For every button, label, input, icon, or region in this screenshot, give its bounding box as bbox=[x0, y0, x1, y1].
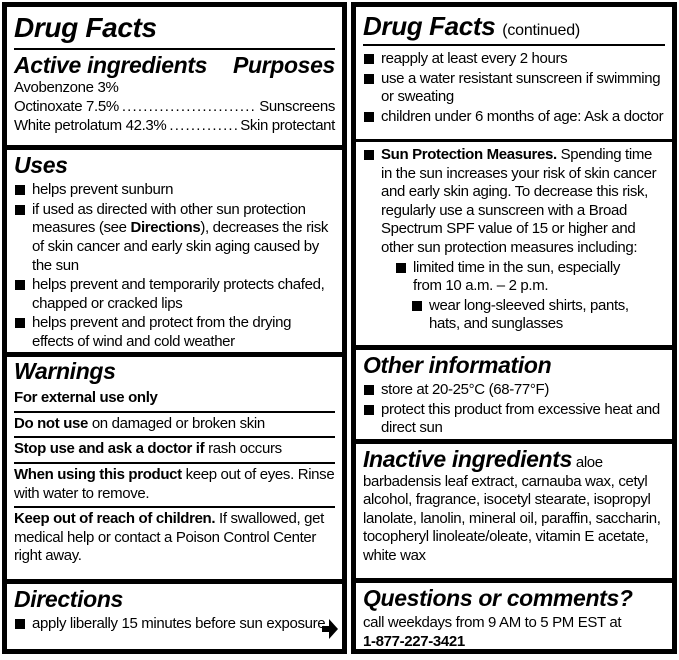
bullet-square-icon bbox=[364, 54, 374, 64]
sun-protection-sub-bullet: wear long-sleeved shirts, pants, hats, and sunglasses bbox=[411, 297, 665, 334]
phone-number: 1-877-227-3421 bbox=[363, 632, 465, 649]
dot-leader bbox=[122, 98, 256, 117]
warning-item: Do not use on damaged or broken skin bbox=[14, 413, 335, 439]
bullet-square-icon bbox=[15, 280, 25, 290]
bullet-square-icon bbox=[15, 205, 25, 215]
bullet-square-icon bbox=[364, 74, 374, 84]
uses-bullet: helps prevent and temporarily protects chafed, chapped or cracked lips bbox=[14, 276, 335, 313]
drug-facts-panel-right bbox=[351, 2, 677, 654]
bullet-square-icon bbox=[396, 263, 406, 273]
bullet-square-icon bbox=[15, 185, 25, 195]
warnings-section bbox=[7, 357, 342, 579]
ingredient-name: Octinoxate 7.5% bbox=[14, 98, 119, 116]
ingredient-name: Avobenzone 3% bbox=[14, 79, 119, 97]
warning-item: Stop use and ask a doctor if rash occurs bbox=[14, 438, 335, 464]
sun-protection-lead: Sun Protection Measures. bbox=[381, 146, 557, 163]
directions-bullet: apply liberally 15 minutes before sun exposure bbox=[14, 615, 335, 634]
warning-item: For external use only bbox=[14, 387, 335, 413]
uses-section bbox=[7, 150, 342, 352]
bullet-square-icon bbox=[364, 385, 374, 395]
other-information-section bbox=[356, 350, 672, 439]
active-ingredients-section bbox=[7, 50, 342, 145]
warnings-heading: Warnings bbox=[14, 358, 116, 384]
questions-line: call weekdays from 9 AM to 5 PM EST at bbox=[363, 614, 622, 632]
active-ingredients-header-row bbox=[14, 53, 335, 79]
bullet-square-icon bbox=[15, 318, 25, 328]
inactive-ingredients-section bbox=[356, 444, 672, 578]
directions-continued-bullet: children under 6 months of age: Ask a doctor bbox=[363, 108, 665, 127]
title-section bbox=[7, 7, 342, 48]
inactive-ingredients-list: aloe barbadensis leaf extract, carnauba wax, cetyl alcohol, fragrance, isocetyl stearate, isopropyl lanolate, lanolin, mineral oil, paraffin, saccharin, tocopheryl linoleate/oleate, vitamin E acetate, white wax bbox=[363, 454, 661, 564]
ingredient-purpose: Skin protectant bbox=[240, 117, 335, 135]
active-ingredients-heading: Active ingredients bbox=[14, 52, 208, 78]
title-continued-section bbox=[356, 7, 672, 44]
directions-continued-bullet: reapply at least every 2 hours bbox=[363, 50, 665, 69]
active-ingredient-row bbox=[14, 117, 335, 136]
active-ingredient-row bbox=[14, 79, 335, 98]
other-information-bullet: store at 20-25°C (68-77°F) bbox=[363, 381, 665, 400]
ingredient-purpose: Sunscreens bbox=[259, 98, 335, 116]
purposes-heading: Purposes bbox=[232, 52, 335, 78]
uses-bullet: if used as directed with other sun protection measures (see Directions), decreases the risk of skin cancer and early skin aging caused by the sun bbox=[14, 201, 335, 275]
sun-protection-bullet: Sun Protection Measures. Spending time in the sun increases your risk of skin cancer and early skin aging. To decrease this risk, regularly use a sunscreen with a Broad Spectrum SPF value of 15 or higher and other sun protection measures including: limited time in the sun, especially from 10 a.m. – 2 p.m. wear long-sleeved shirts, pants, hats, and sunglasses bbox=[363, 146, 665, 335]
drug-facts-panel-left bbox=[2, 2, 347, 654]
directions-continued-section bbox=[356, 46, 672, 139]
directions-heading: Directions bbox=[14, 586, 123, 612]
drug-facts-title: Drug Facts bbox=[14, 12, 157, 43]
continuation-arrow-icon bbox=[322, 618, 338, 646]
uses-bullet: helps prevent and protect from the drying effects of wind and cold weather bbox=[14, 314, 335, 351]
drug-facts-continued-title: Drug Facts (continued) bbox=[363, 11, 581, 41]
warning-item: Keep out of reach of children. If swallowed, get medical help or contact a Poison Control Center right away. bbox=[14, 510, 324, 565]
other-information-heading: Other information bbox=[363, 352, 552, 378]
sun-protection-section bbox=[356, 142, 672, 345]
continued-suffix: (continued) bbox=[502, 22, 581, 39]
bullet-square-icon bbox=[364, 405, 374, 415]
directions-continued-bullet: use a water resistant sunscreen if swimming or sweating bbox=[363, 70, 665, 107]
questions-heading: Questions or comments? bbox=[363, 585, 633, 611]
uses-heading: Uses bbox=[14, 152, 68, 178]
bullet-square-icon bbox=[364, 150, 374, 160]
inactive-ingredients-heading: Inactive ingredients bbox=[363, 446, 573, 472]
warning-item: When using this product keep out of eyes. Rinse with water to remove. bbox=[14, 464, 335, 508]
active-ingredient-row bbox=[14, 98, 335, 117]
other-information-bullet: protect this product from excessive heat and direct sun bbox=[363, 401, 665, 438]
directions-section bbox=[7, 584, 342, 649]
questions-section bbox=[356, 583, 672, 649]
bullet-square-icon bbox=[15, 619, 25, 629]
dot-leader bbox=[169, 117, 237, 136]
ingredient-name: White petrolatum 42.3% bbox=[14, 117, 167, 135]
bullet-square-icon bbox=[412, 301, 422, 311]
bullet-square-icon bbox=[364, 112, 374, 122]
sun-protection-sub-bullet: limited time in the sun, especially from 10 a.m. – 2 p.m. bbox=[395, 259, 665, 296]
uses-bullet: helps prevent sunburn bbox=[14, 181, 335, 200]
